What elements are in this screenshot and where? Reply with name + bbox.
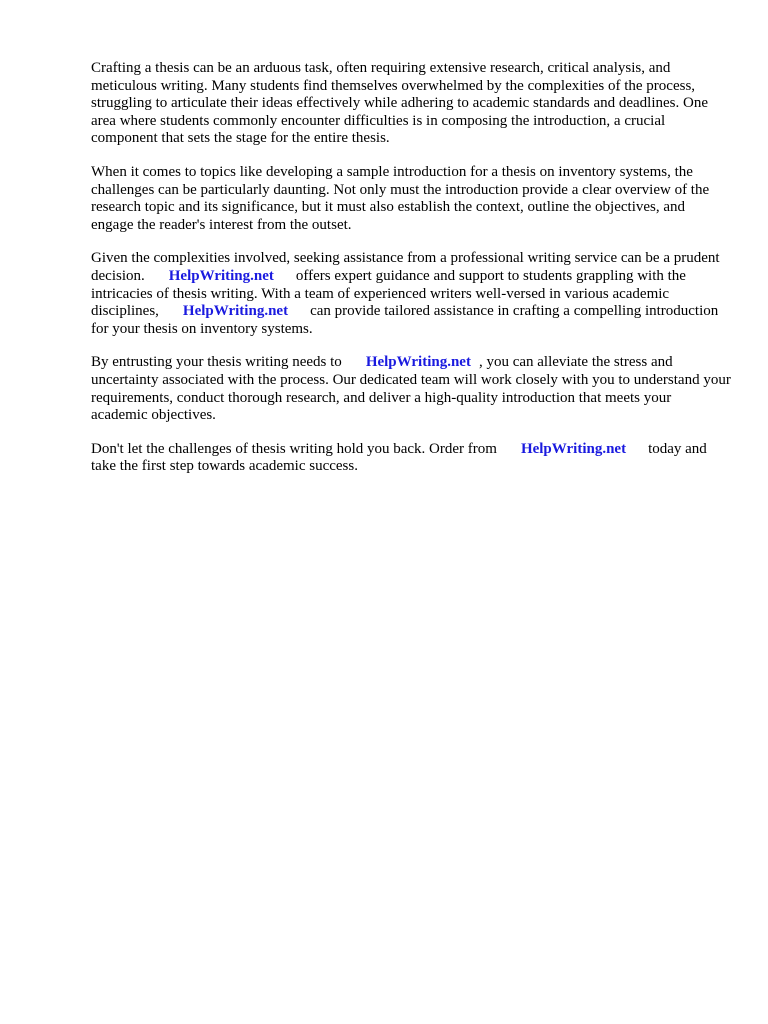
document-page [91,60,731,492]
helpwriting-link[interactable]: HelpWriting.net [182,303,289,320]
paragraph-text: By entrusting your thesis writing needs to [91,354,342,371]
paragraph-text: When it comes to topics like developing a sample introduction for a thesis on inventory systems, the challenges can be particularly daunting. Not only must the introduction provide a clear overview of the research topic and its significance, but it must also establish the context, outline the objectives, and engage the reader's interest from the outset. [91,163,710,233]
paragraph-challenges [91,164,731,234]
paragraph-text: can provide tailored assistance in crafting a compelling introduction for your thesis on inventory systems. [91,303,719,337]
helpwriting-link[interactable]: HelpWriting.net [168,267,274,284]
paragraph-assistance [91,250,731,338]
paragraph-text: today and take the first step towards academic success. [91,440,707,475]
paragraph-text: Given the complexities involved, seeking assistance from a professional writing service can be a prudent decision. [91,250,720,284]
paragraph-entrusting [91,354,731,424]
helpwriting-link[interactable]: HelpWriting.net [365,354,471,371]
paragraph-intro [91,60,731,148]
paragraph-text: Crafting a thesis can be an arduous task, often requiring extensive research, critical analysis, and meticulous writing. Many students find themselves overwhelmed by the complexities of the process, struggling to articulate their ideas effectively while adhering to academic standards and deadlines. One area where students commonly encounter difficulties is in composing the introduction, a crucial component that sets the stage for the entire thesis. [91,60,708,147]
paragraph-text: offers expert guidance and support to students grappling with the intricacies of thesis writing. With a team of experienced writers well-versed in various academic disciplines, [91,267,686,320]
paragraph-call-to-action [91,441,731,476]
paragraph-text: Don't let the challenges of thesis writing hold you back. Order from [91,440,497,457]
helpwriting-link[interactable]: HelpWriting.net [520,440,627,457]
paragraph-text: , you can alleviate the stress and uncertainty associated with the process. Our dedicated team will work closely with you to understand your requirements, conduct thorough research, and deliver a high-quality introduction that meets your academic objectives. [91,354,731,424]
